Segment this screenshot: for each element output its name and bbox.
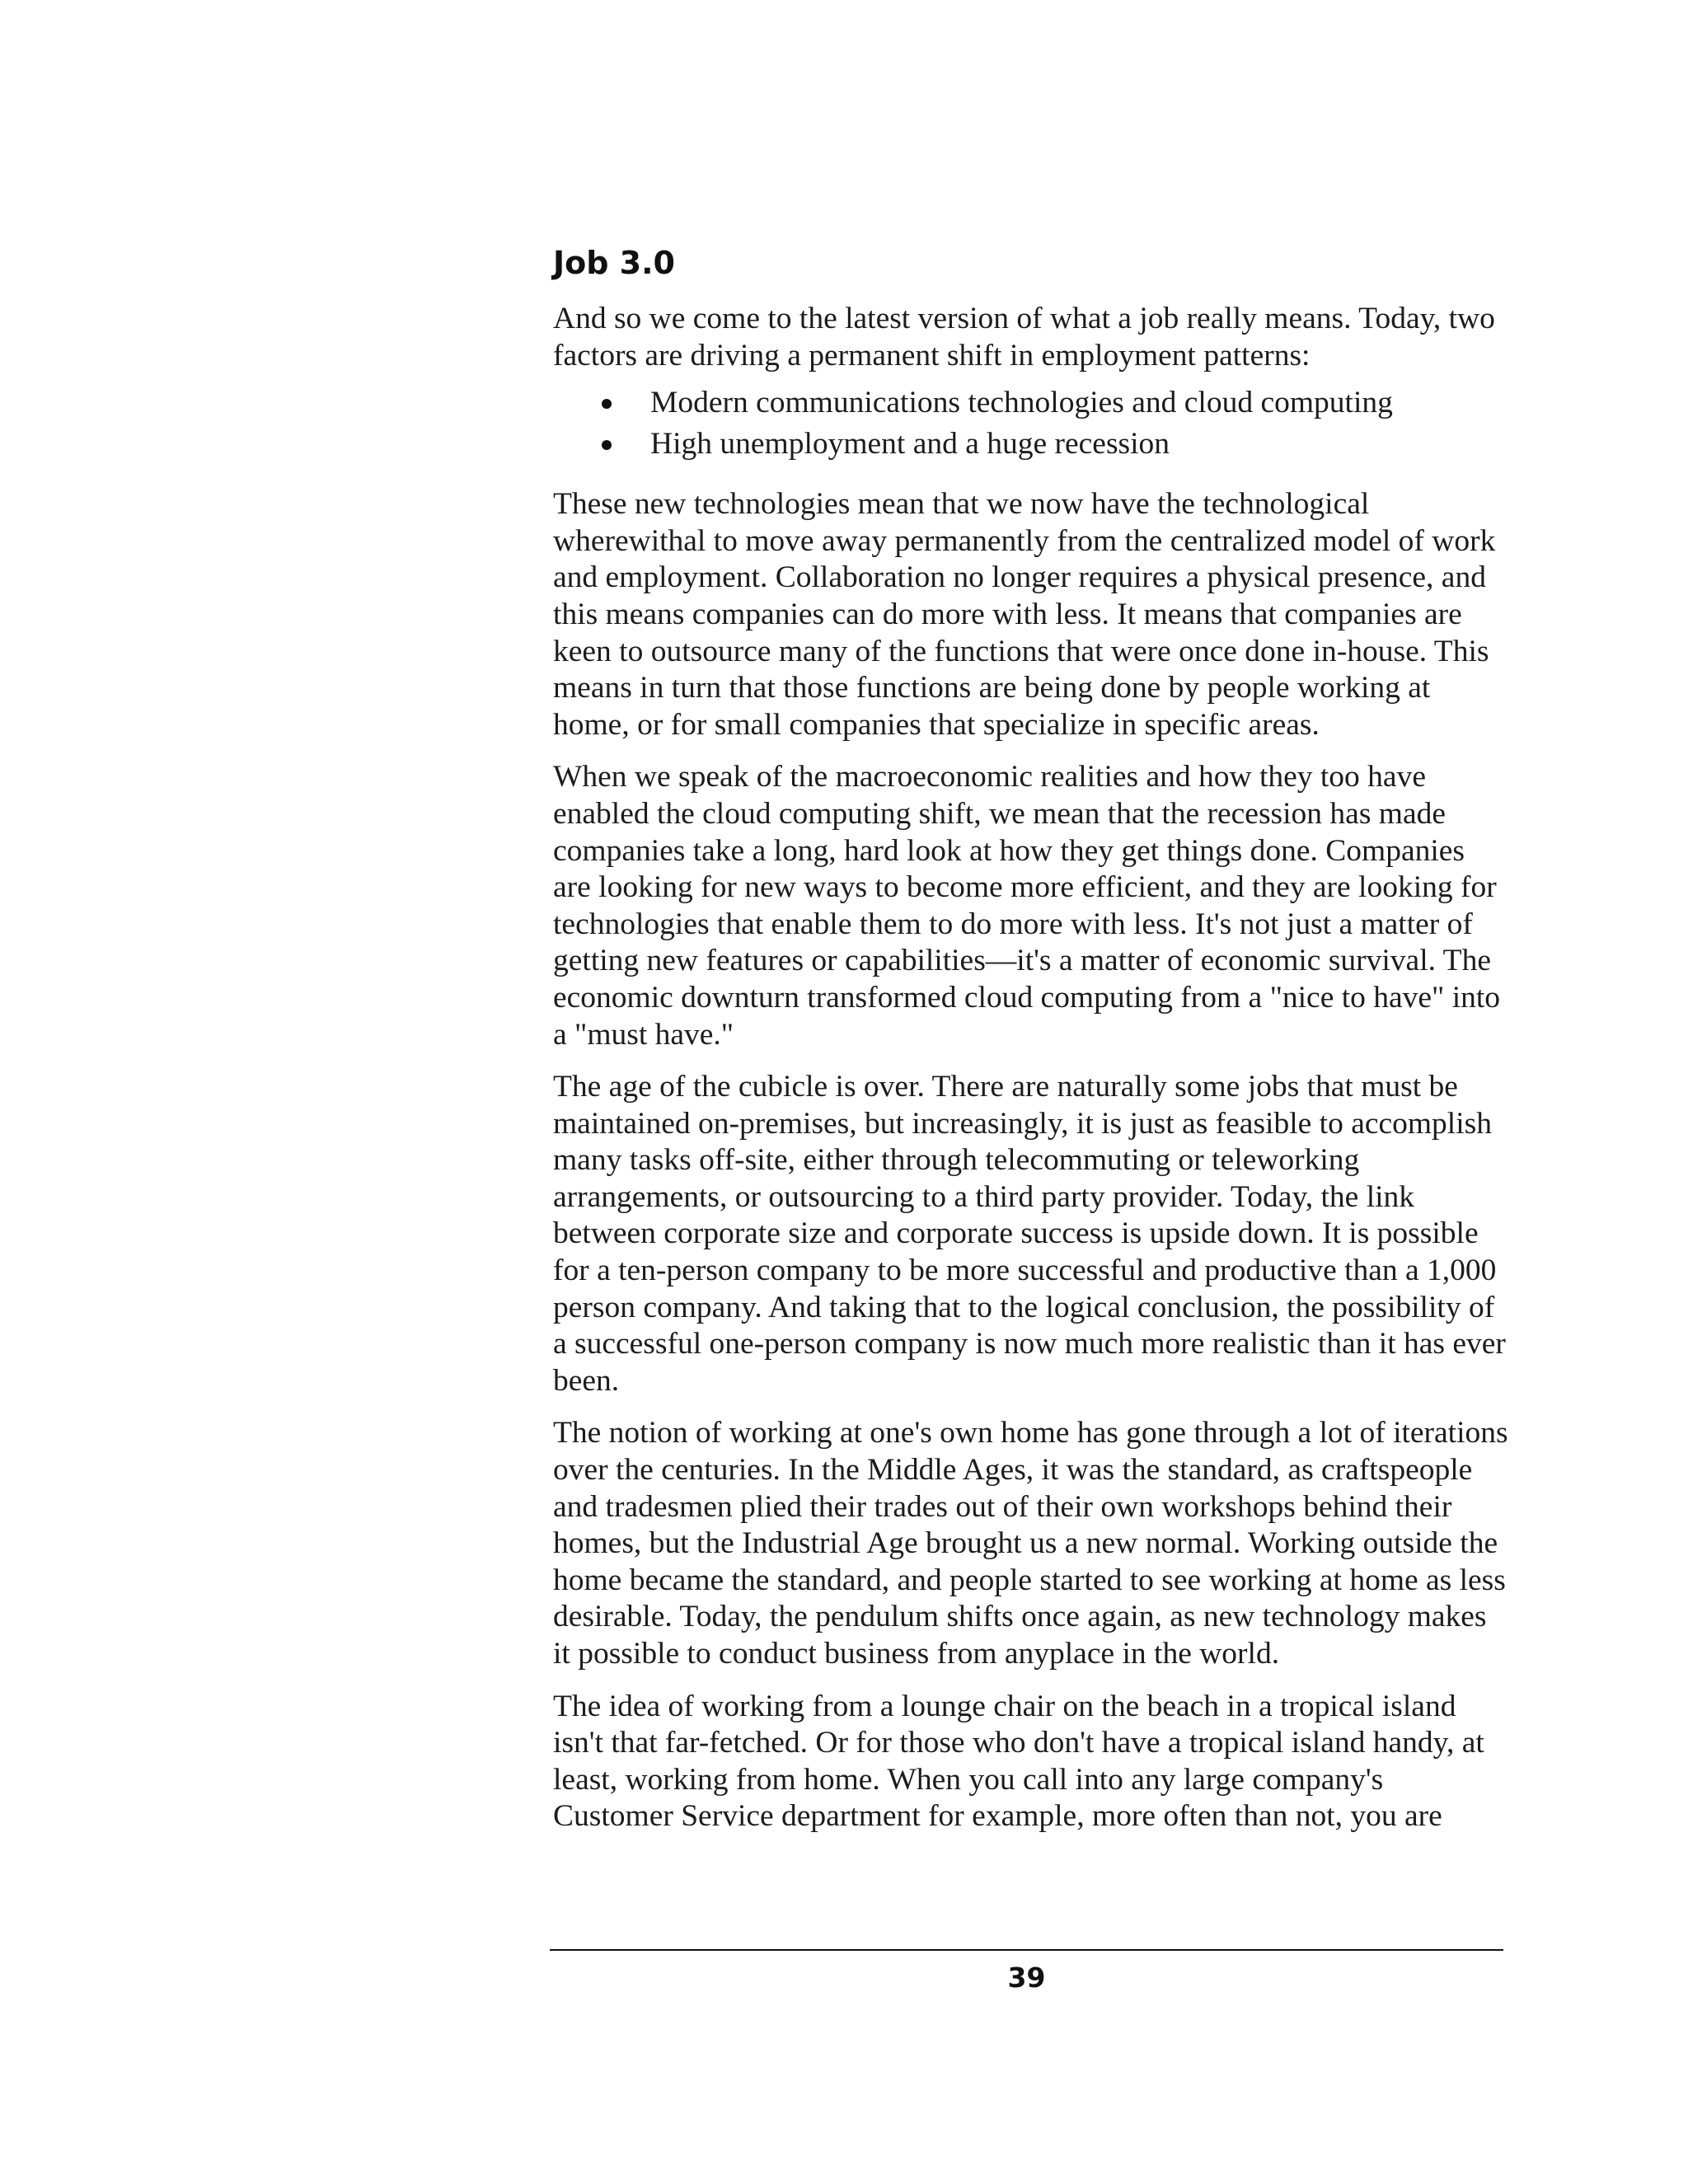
list-item-text: Modern communications technologies and cloud computing [650,386,1393,420]
body-paragraph: The idea of working from a lounge chair on the beach in a tropical island isn't that far-fetched. Or for those who don't have a tropical island handy, at least, working from home. When you call into any large company's Customer Service department for example, more often than not, you are [553,1689,1484,1834]
body-paragraph: The age of the cubicle is over. There are naturally some jobs that must be maintained on-premises, but increasingly, it is just as feasible to accomplish many tasks off-site, either through telecommuting or teleworking arrangements, or outsourcing to a third party provider. Today, the link between corporate size and corporate success is upside down. It is possible for a ten-person company to be more successful and productive than a 1,000 person company. And taking that to the logical conclusion, the possibility of a successful one-person company is now much more realistic than it has ever been. [553,1070,1506,1398]
body-paragraph: The notion of working at one's own home has gone through a lot of iterations over the centuries. In the Middle Ages, it was the standard, as craftspeople and tradesmen plied their trades out of their own workshops behind their homes, but the Industrial Age brought us a new normal. Working outside the home became the standard, and people started to see working at home as less desirable. Today, the pendulum shifts once again, as new technology makes it possible to conduct business from anyplace in the world. [553,1416,1508,1671]
list-item [553,382,1509,424]
bullet-icon [602,399,612,409]
list-item-text: High unemployment and a huge recession [650,427,1170,462]
body-paragraph: When we speak of the macroeconomic realities and how they too have enabled the cloud computing shift, we mean that the recession has made companies take a long, hard look at how they get things done. Companies are looking for new ways to become more efficient, and they are looking for technologies that enable them to do more with less. It's not just a matter of getting new features or capabilities—it's a matter of economic survival. The economic downturn transformed cloud computing from a "nice to have" into a "must have." [553,760,1501,1052]
section-heading: Job 3.0 [553,245,675,281]
page-number: 39 [1007,1961,1046,1994]
bullet-icon [602,440,612,450]
list-item [553,424,1509,465]
page-content [553,243,1509,1851]
footer-divider [550,1949,1503,1951]
body-paragraph: These new technologies mean that we now have the technological wherewithal to move away permanently from the centralized model of work and employment. Collaboration no longer requires a physical presence, and this means companies can do more with less. It means that companies are keen to outsource many of the functions that were once done in-house. This means in turn that those functions are being done by people working at home, or for small companies that specialize in specific areas. [553,487,1496,742]
bullet-list [553,382,1509,465]
intro-paragraph: And so we come to the latest version of what a job really means. Today, two factors are driving a permanent shift in employment patterns: [553,302,1495,373]
